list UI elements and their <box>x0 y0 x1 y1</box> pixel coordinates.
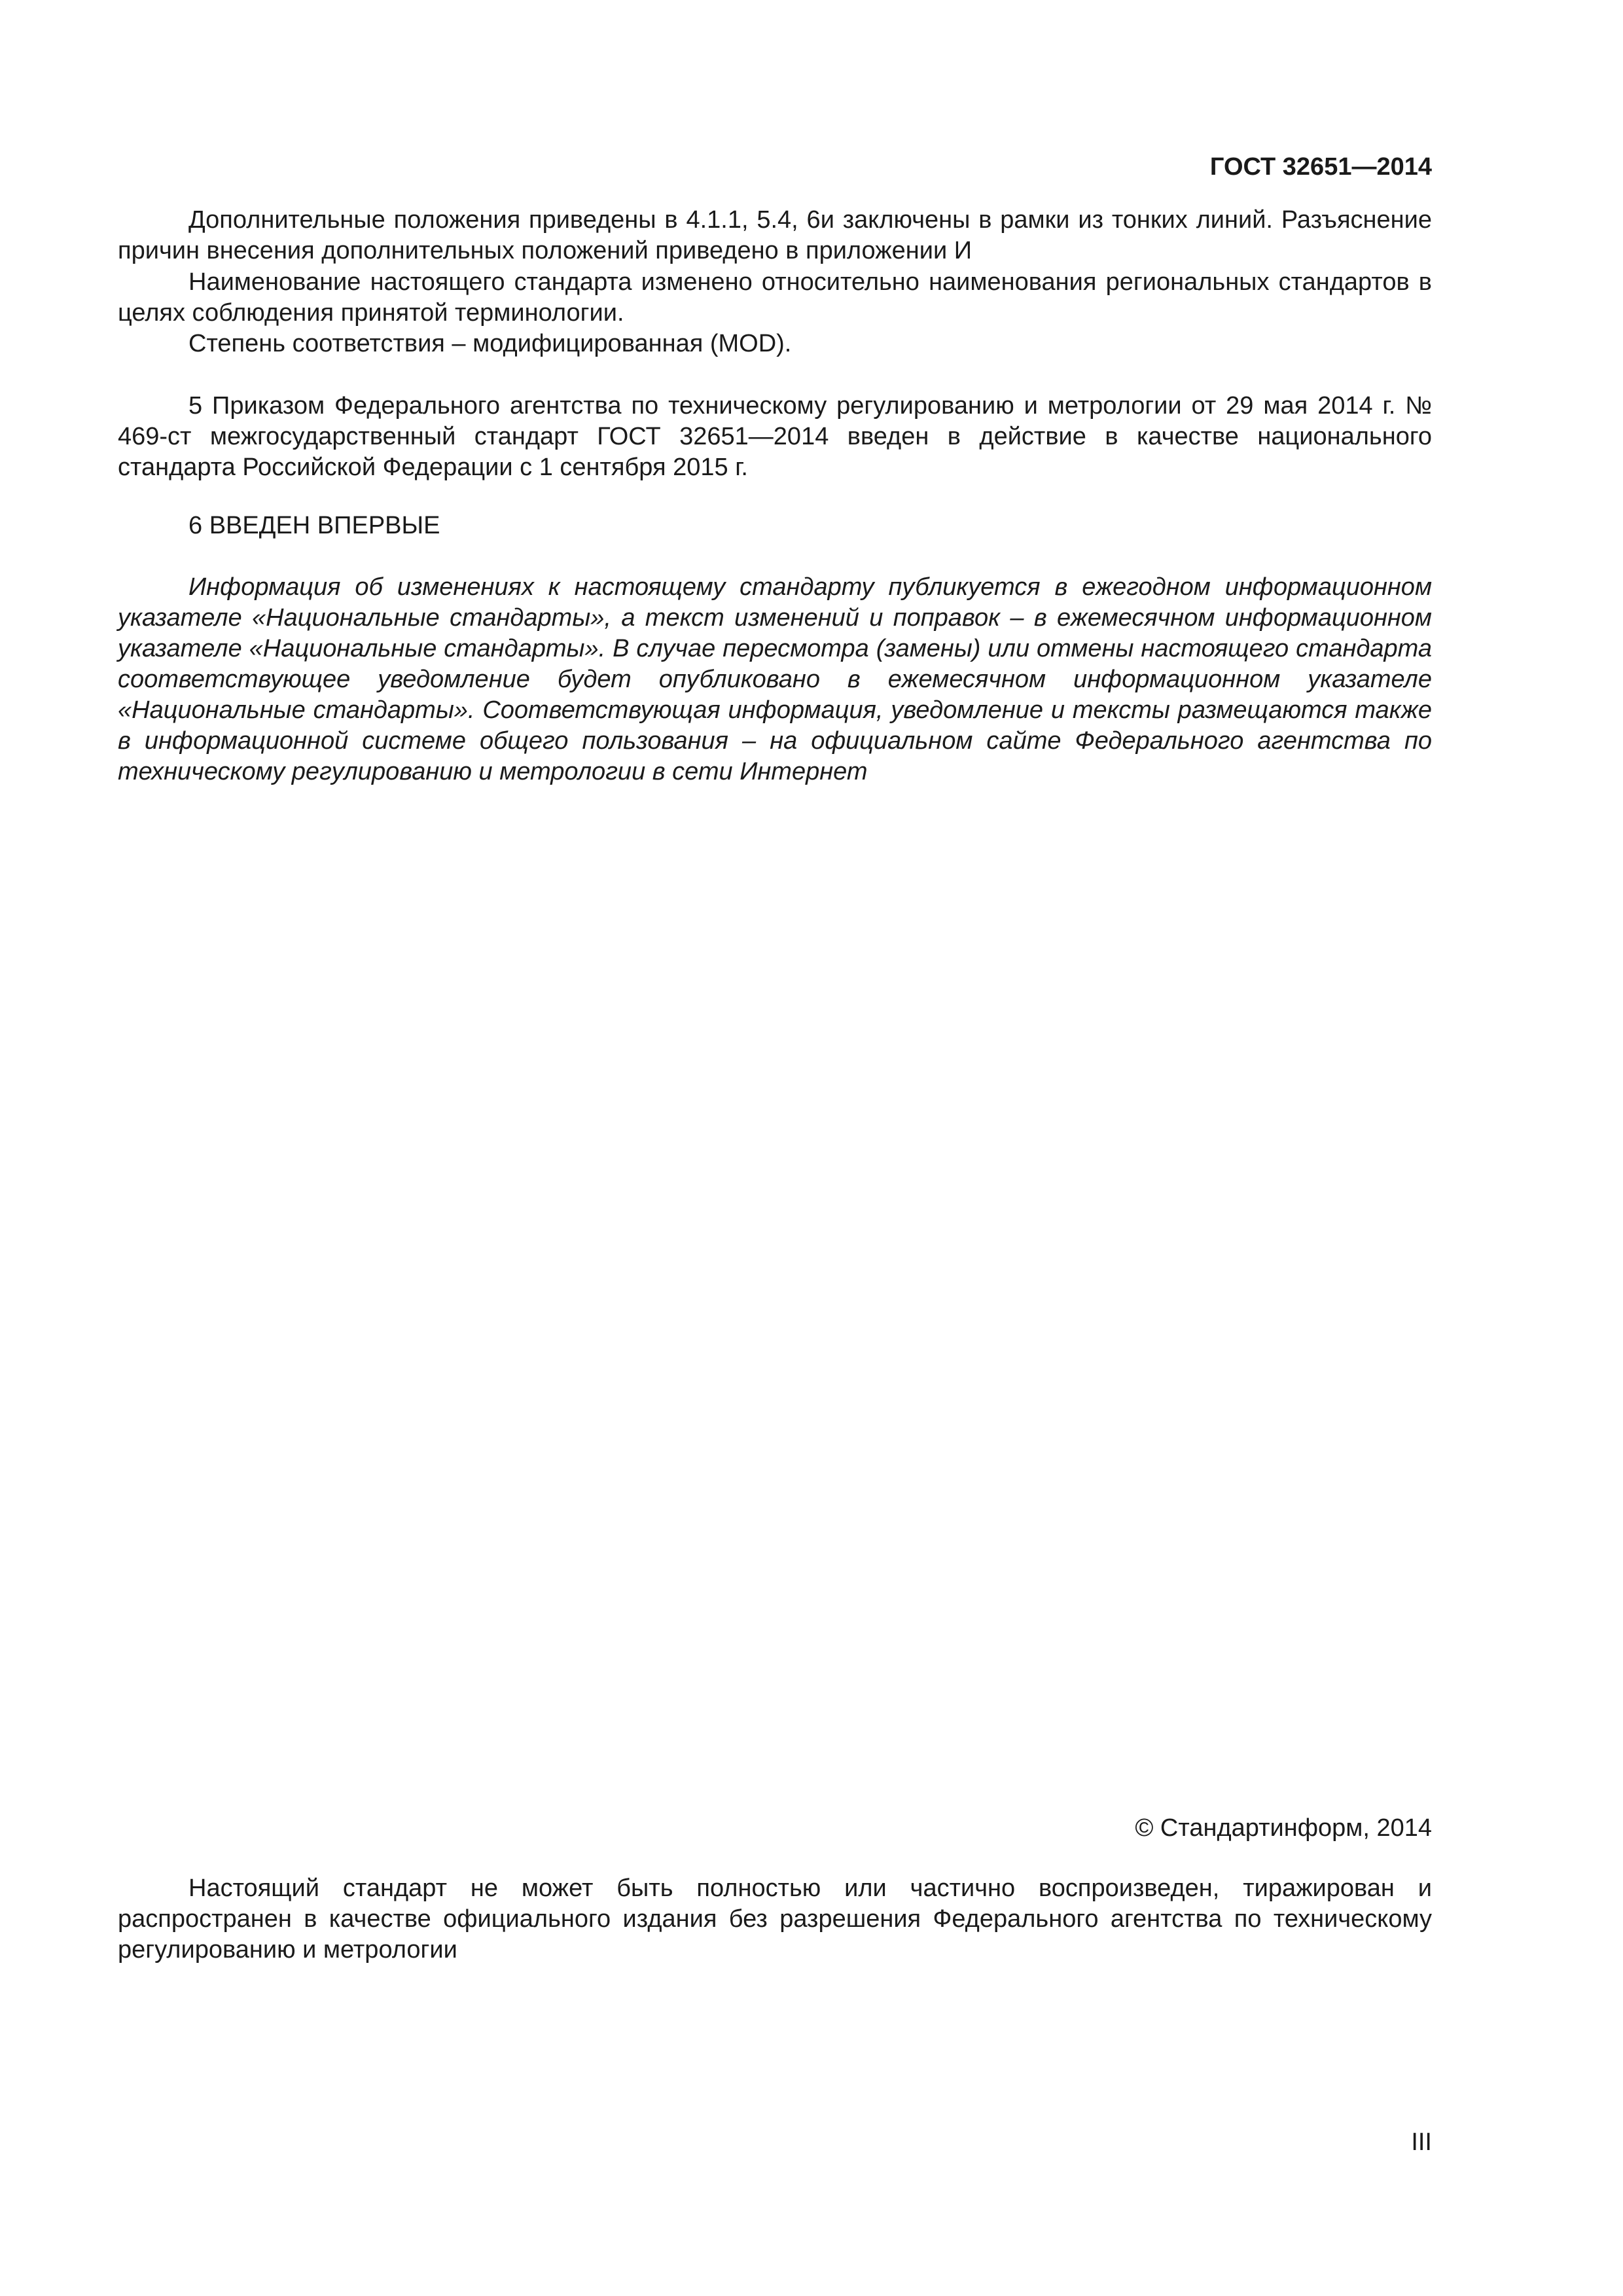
copyright-notice: © Стандартинформ, 2014 <box>1135 1814 1432 1842</box>
paragraph-reproduction-notice: Настоящий стандарт не может быть полностью или частично воспроизведен, тиражирован и распространен в качестве официального издания без разрешения Федерального агентства по техническому регулированию и метрологии <box>118 1874 1432 1964</box>
paragraph-change-information: Информация об изменениях к настоящему стандарту публикуется в ежегодном информационном указателе «Национальные стандарты», а текст изменений и поправок – в ежемесячном информационном указателе «Национальные стандарты». В случае пересмотра (замены) или отмены настоящего стандарта соответствующее уведомление будет опубликовано в ежемесячном информационном указателе «Национальные стандарты». Соответствующая информация, уведомление и тексты размещаются также в информационной системе общего пользования – на официальном сайте Федерального агентства по техническому регулированию и метрологии в сети Интернет <box>118 573 1432 785</box>
paragraph-additional-provisions: Дополнительные положения приведены в 4.1.1, 5.4, 6и заключены в рамки из тонких линий. Разъяснение причин внесения дополнительных положений приведено в приложении И <box>118 206 1432 264</box>
paragraph-order-item-5: 5 Приказом Федерального агентства по техническому регулированию и метрологии от 29 мая 2014 г. № 469-ст межгосударственный стандарт ГОСТ 32651—2014 введен в действие в качестве национального стандарта Российской Федерации с 1 сентября 2015 г. <box>118 392 1432 481</box>
paragraph-title-change: Наименование настоящего стандарта изменено относительно наименования региональных стандартов в целях соблюдения принятой терминологии. <box>118 268 1432 327</box>
page-number: III <box>1411 2128 1432 2156</box>
paragraph-conformity-degree: Степень соответствия – модифицированная (MOD). <box>188 330 792 357</box>
paragraph-item-6: 6 ВВЕДЕН ВПЕРВЫЕ <box>188 512 440 539</box>
document-header-id: ГОСТ 32651—2014 <box>1209 153 1432 181</box>
